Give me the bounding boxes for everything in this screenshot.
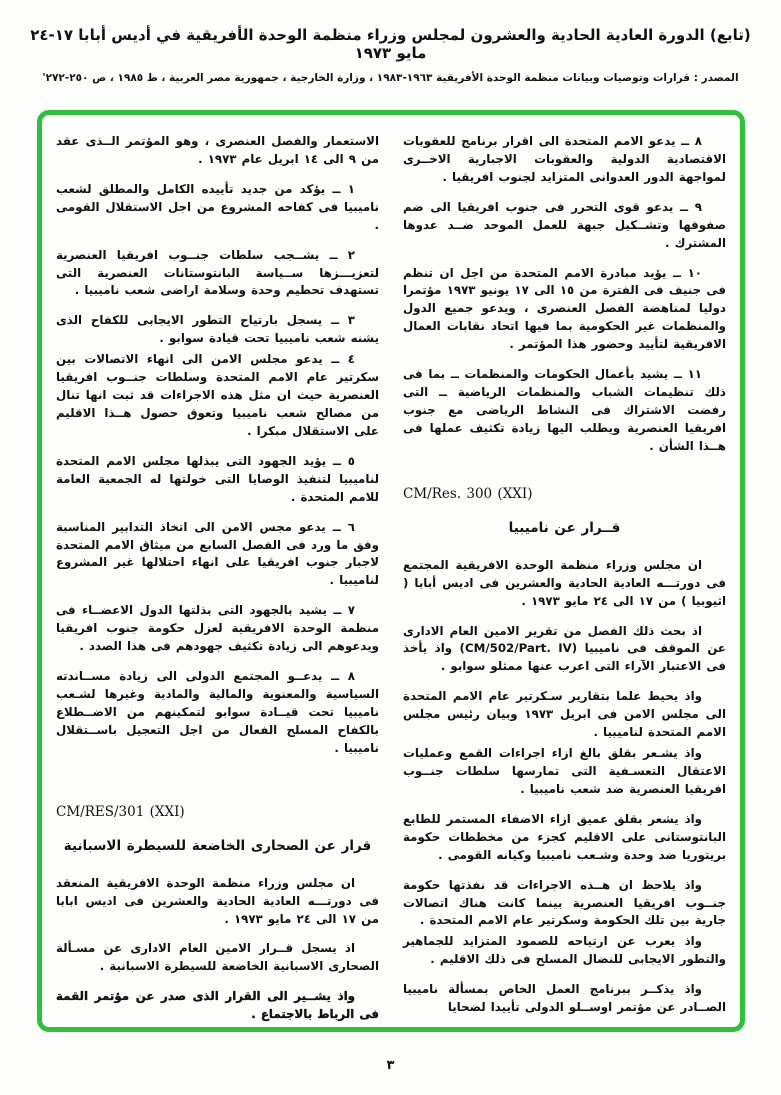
resolution-299-item-10: ١٠ ــ يؤيد مبادرة الامم المتحدة من اجل ان تنظم فى جنيف فى الفترة من ١٥ الى ١٧ يونيو ١٩٧٣ مؤتمرا دوليا لمناهضة الفصل العنصرى ، ويدعو جميع الدول والمنظمات غير الحكومية بما فيها اتحاد نقابات العمال الافريقية لتأييد وحضور هذا المؤتمر . <box>403 265 726 352</box>
column-right <box>403 133 726 1019</box>
two-column-layout <box>56 133 726 1022</box>
namibia-item-6: ٦ ــ يدعو مجس الامن الى اتخاذ التدابير المناسبة وفق ما ورد فى الفصل السابع من ميثاق الامم المتحدة لاجبار جنوب افريقيا على انهاء احتلالها غير المشروع لناميبيا . <box>56 519 379 588</box>
source-citation: المصدر : قرارات وتوصيات وبيانات منظمة الوحدة الأفريقية ١٩٦٣-١٩٨٣ ، وزارة الخارجية ، جمهورية مصر العربية ، ط ١٩٨٥ ، ص ٢٥٠-٢٧٢' <box>42 72 739 84</box>
namibia-item-1: ١ ــ يؤكد من جديد تأييده الكامل والمطلق لشعب ناميبيا فى كفاحه المشروع من اجل الاستقلال القومى . <box>56 181 379 232</box>
namibia-item-8: ٨ ــ يدعــو المجتمع الدولى الى زيادة مســاندته السياسية والمعنوية والمالية والمادية وغيرها لشـعب ناميبيا تحت قيــادة سوابو لتمكينهم من الاضــطلاع بالكفاح المسلح الفعال من اجل التعجيل باســتقلال ناميبيا . <box>56 669 379 755</box>
page-number: ٣ <box>386 1058 395 1073</box>
namibia-preamble-satisfaction: واذ يعرب عن ارتياحه للصمود المتزايد للجماهير والتطور الايجابى للنضال المسلح فى ذلك الاقليم . <box>403 934 726 967</box>
namibia-item-7: ٧ ــ يشيد بالجهود التى بذلتها الدول الاعضــاء فى منظمة الوحدة الافريقية لعزل حكومة جنوب افريقيا ويدعوهم الى زيادة تكثيف جهودهم فى هذا الصدد . <box>56 603 379 654</box>
resolution-code-cm-res-301: CM/RES/301 (XXI) <box>56 803 185 820</box>
namibia-item-2: ٢ ــ يشــجب سلطات جنــوب افريقيا العنصرية لتعزيـــزها ســياسة البانتوستانات العنصرية التى تستهدف تحطيم وحدة وسلامة اراضى شعب ناميبيا . <box>56 247 379 298</box>
column-left <box>56 133 379 1022</box>
namibia-preamble-bantustan: واذ يشعر بقلق عميق ازاء الاضفاء المستمر للطابع البانتوستانى على الاقليم كجزء من مخططات حكومة بريتوريا ضد وحدة وشـعب ناميبيا وكيانه القومى . <box>403 811 726 862</box>
sahara-preamble-sg-report: اذ يسجل قــرار الامين العام الادارى عن مسـألة الصحارى الاسبانية الخاضعة للسيطرة الاسبانية . <box>56 941 379 974</box>
sahara-preamble-session: ان مجلس وزراء منظمة الوحدة الافريقية المنعقد فى دورتـــه العادية الحادية والعشرين فى اديس ابابا من ١٧ الى ٢٤ مايو ١٩٧٣ . <box>56 875 379 926</box>
resolution-299-item-11: ١١ ــ يشيد بأعمال الحكومات والمنظمات ــ بما فى ذلك تنظيمات الشباب والمنظمات الرياضية ــ التى رفضت الاشتراك فى النشاط الرياضى مع جنوب افريقيا العنصرية ويطلب اليها زيادة تكثيف عملها فى هــذا الشأن . <box>403 367 726 453</box>
continuation-paragraph: الاستعمار والفصل العنصرى ، وهو المؤتمر الــذى عقد من ٩ الى ١٤ ابريل عام ١٩٧٣ . <box>56 134 379 166</box>
namibia-item-5: ٥ ــ يؤيد الجهود التى يبذلها مجلس الامم المتحدة لناميبيا لتنفيذ الوصايا التى خولتها له الجمعية العامة للامم المتحدة . <box>56 453 379 504</box>
namibia-preamble-report: اذ بحث ذلك الفصل من تقرير الامين العام الادارى عن الموقف فى ناميبيا (CM/502/Part. IV) واذ يأخذ فى الاعتبار الآراء التى اعرب عنها ممثلو سوابو . <box>403 623 726 674</box>
sahara-preamble-rabat: واذ يشــير الى القرار الذى صدر عن مؤتمر القمة فى الرباط بالاجتماع . <box>56 989 379 1022</box>
resolution-title-namibia: قــرار عن ناميبيا <box>508 520 621 537</box>
resolution-title-spanish-sahara: قرار عن الصحارى الخاضعة للسيطرة الاسبانية <box>63 838 372 855</box>
scan-highlight-border <box>37 110 745 1032</box>
namibia-item-3: ٣ ــ يسجل بارتياح التطور الايجابى للكفاح الذى يشنه شعب ناميبيا تحت قيادة سوابو . <box>56 313 379 346</box>
namibia-preamble-oslo: واذ يذكــر ببرنامج العمل الخاص بمسألة ناميبيا الصــادر عن مؤتمر اوســلو الدولى تأييدا لضحايا <box>403 982 726 1015</box>
resolution-299-item-8: ٨ ــ يدعو الامم المتحدة الى اقرار برنامج للعقوبات الاقتصادية الدولية والعقوبات الاجبارية الاخــرى لمواجهة الدور العدوانى المتزايد لجنوب افريقيا . <box>403 134 726 184</box>
session-title: (تابع) الدورة العادية الحادية والعشرون لمجلس وزراء منظمة الوحدة الأفريقية في أديس أبابا ١٧-٢٤ مايو ١٩٧٣ <box>30 26 751 62</box>
page-footer <box>0 1058 781 1073</box>
page-header <box>20 26 761 84</box>
namibia-preamble-concern-repression: واذ يشـعر بقلق بالغ ازاء اجراءات القمع وعمليات الاعتقال التعسـفية التى تمارسها سلطات جنــوب افريقيا العنصرية ضد شعب ناميبيا . <box>403 746 726 796</box>
namibia-preamble-sg-reports: واذ يحيط علما بتقارير سـكرتير عام الامم المتحدة الى مجلس الامن فى ابريل ١٩٧٣ وبيان رئيس مجلس الامم المتحدة لناميبيا . <box>403 689 726 740</box>
namibia-preamble-noting: واذ يلاحظ ان هــذه الاجراءات قد نفذتها حكومة جنــوب افريقيا العنصرية بينما كانت هناك اتصالات جارية بين تلك الحكومة وسكرتير عام الامم المتحدة . <box>403 877 726 928</box>
resolution-code-cm-res-300: CM/Res. 300 (XXI) <box>403 485 533 502</box>
namibia-item-4: ٤ ــ يدعو مجلس الامن الى انهاء الاتصالات بين سكرتير عام الامم المتحدة وسلطات جنــوب افريقيا العنصرية حيث ان مثل هذه الاجراءات قد ثبت انها تنال من مصالح شعب ناميبيا وتعوق حصول هــذا الاقليم على الاستقلال مبكرا . <box>56 352 379 438</box>
namibia-preamble-session: ان مجلس وزراء منظمة الوحدة الافريقية المجتمع فى دورتـــه العادية الحادية والعشرين فى اديس أبابا ( اثيوبيا ) من ١٧ الى ٢٤ مايو ١٩٧٣ . <box>403 557 726 608</box>
resolution-299-item-9: ٩ ــ يدعو قوى التحرر فى جنوب افريقيا الى ضم صفوفها وتشــكيل جبهة للعمل الموحد ضــد عدوها المشترك . <box>403 199 726 250</box>
